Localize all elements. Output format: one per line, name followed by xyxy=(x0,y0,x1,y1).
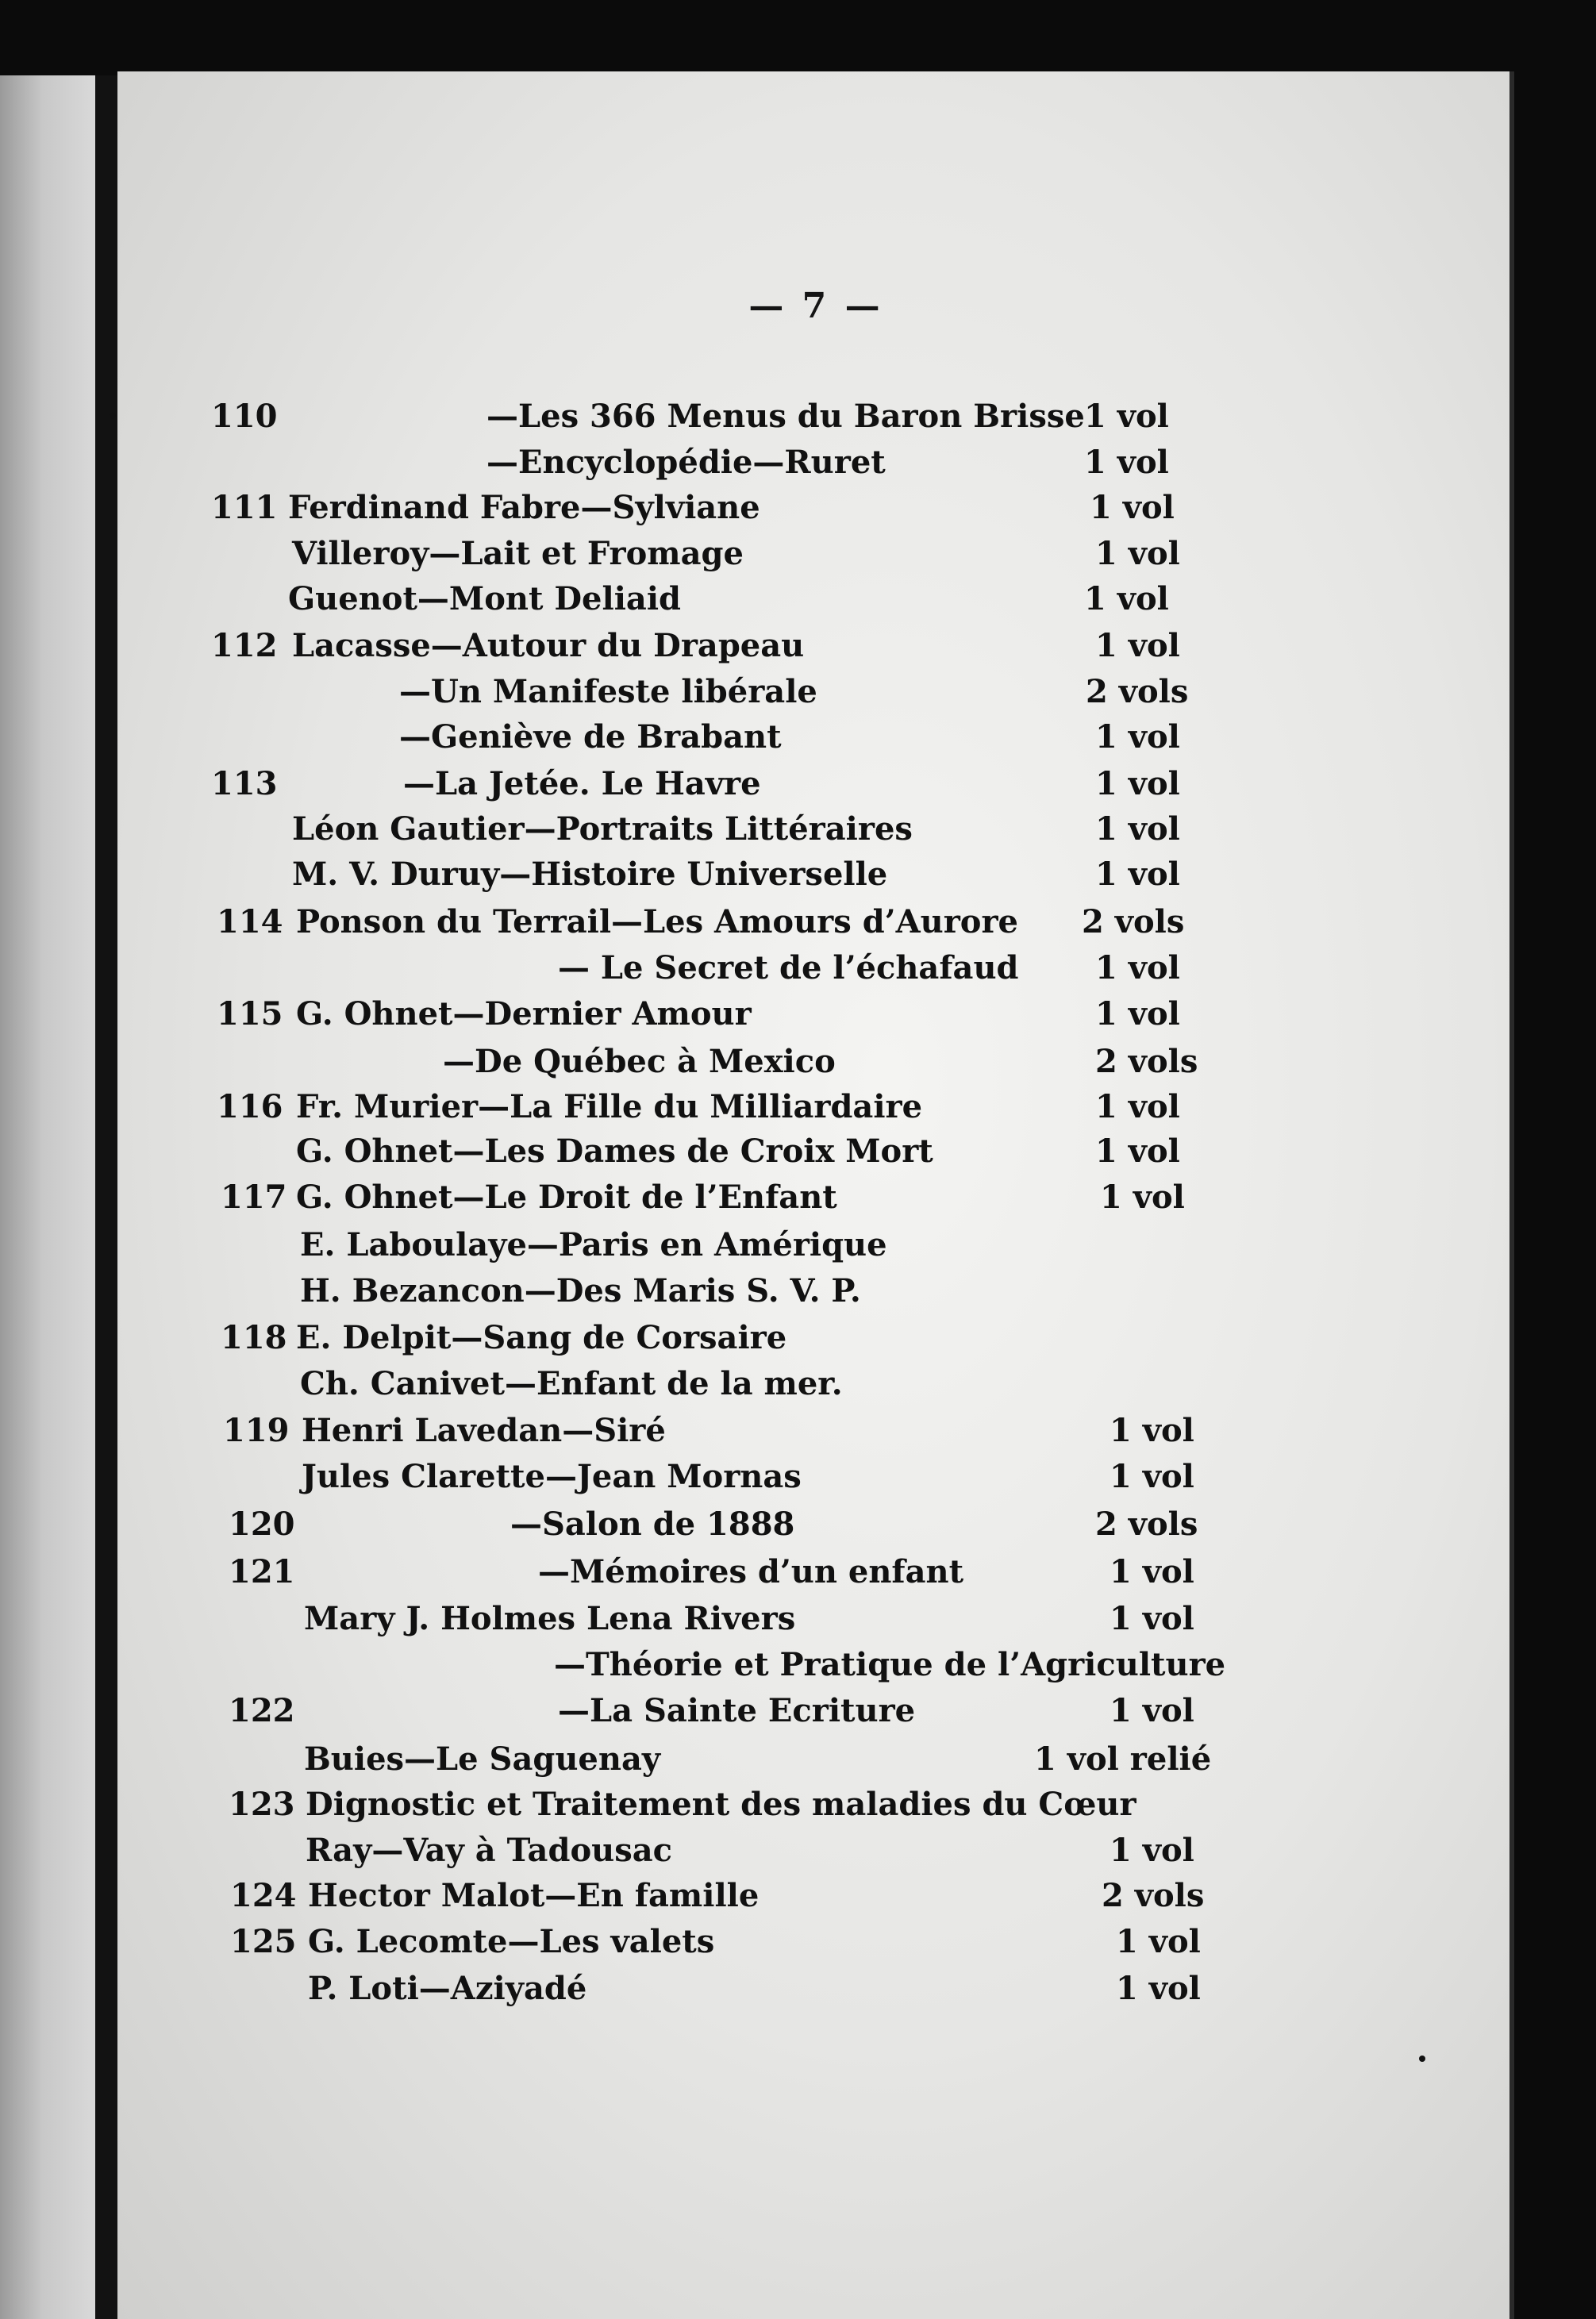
list-item xyxy=(117,393,1467,440)
list-item xyxy=(117,484,1467,532)
entry-volumes: 1 vol xyxy=(1095,856,1180,893)
entry-title: Mary J. Holmes Lena Rivers xyxy=(304,1600,796,1637)
entry-number: 116 xyxy=(217,1088,283,1125)
entry-volumes: 1 vol relié xyxy=(1034,1740,1212,1778)
entry-title: Ray—Vay à Tadousac xyxy=(306,1832,672,1869)
entry-volumes: 2 vols xyxy=(1095,1043,1198,1080)
list-item xyxy=(117,760,1467,808)
list-item xyxy=(117,1314,1467,1362)
entry-title: —Un Manifeste libérale xyxy=(399,673,817,710)
entry-number: 114 xyxy=(217,903,283,940)
facing-page-edge xyxy=(0,75,95,2319)
entry-title: E. Laboulaye—Paris en Amérique xyxy=(300,1226,887,1263)
entry-number: 121 xyxy=(229,1553,295,1590)
list-item xyxy=(117,713,1467,761)
entry-volumes: 1 vol xyxy=(1084,444,1169,481)
catalogue-entries xyxy=(117,71,1514,2319)
list-item xyxy=(117,1781,1467,1829)
list-item xyxy=(117,1267,1467,1315)
list-item xyxy=(117,668,1467,716)
entry-volumes: 1 vol xyxy=(1095,765,1180,802)
list-item xyxy=(117,1641,1467,1689)
entry-volumes: 1 vol xyxy=(1110,1412,1194,1449)
entry-volumes: 2 vols xyxy=(1086,673,1189,710)
entry-title: P. Loti—Aziyadé xyxy=(308,1970,587,2007)
entry-title: G. Ohnet—Dernier Amour xyxy=(296,995,752,1033)
entry-number: 117 xyxy=(221,1179,287,1216)
entry-title: G. Ohnet—Les Dames de Croix Mort xyxy=(296,1133,933,1170)
entry-volumes: 1 vol xyxy=(1110,1553,1194,1590)
list-item xyxy=(117,1965,1467,2013)
entry-volumes: 1 vol xyxy=(1084,398,1169,435)
list-item xyxy=(117,1501,1467,1548)
page-number: — 7 — xyxy=(748,286,883,326)
entry-number: 120 xyxy=(229,1506,295,1543)
list-item xyxy=(117,530,1467,578)
entry-title: Buies—Le Saguenay xyxy=(304,1740,661,1778)
list-item xyxy=(117,1872,1467,1920)
list-item xyxy=(117,1407,1467,1455)
entry-volumes: 1 vol xyxy=(1110,1692,1194,1729)
entry-number: 115 xyxy=(217,995,283,1033)
entry-volumes: 1 vol xyxy=(1116,1970,1201,2007)
entry-volumes: 1 vol xyxy=(1095,810,1180,848)
entry-title: Léon Gautier—Portraits Littéraires xyxy=(292,810,913,848)
list-item xyxy=(117,1453,1467,1501)
list-item xyxy=(117,1128,1467,1175)
entry-title: Hector Malot—En famille xyxy=(308,1877,760,1914)
entry-volumes: 2 vols xyxy=(1095,1506,1198,1543)
entry-title: —Mémoires d’un enfant xyxy=(538,1553,964,1590)
ink-speck xyxy=(1419,2056,1425,2062)
entry-volumes: 1 vol xyxy=(1110,1832,1194,1869)
entry-volumes: 1 vol xyxy=(1095,718,1180,756)
entry-title: —Encyclopédie—Ruret xyxy=(486,444,886,481)
entry-volumes: 2 vols xyxy=(1082,903,1185,940)
list-item xyxy=(117,622,1467,670)
entry-title: — Le Secret de l’échafaud xyxy=(558,949,1019,986)
list-item xyxy=(117,990,1467,1038)
list-item xyxy=(117,1595,1467,1643)
entry-number: 118 xyxy=(221,1319,287,1356)
entry-volumes: 1 vol xyxy=(1090,489,1175,526)
entry-title: M. V. Duruy—Histoire Universelle xyxy=(292,856,888,893)
entry-title: —Théorie et Pratique de l’Agriculture xyxy=(554,1646,1226,1683)
entry-number: 119 xyxy=(223,1412,290,1449)
entry-title: Ch. Canivet—Enfant de la mer. xyxy=(300,1365,843,1402)
list-item xyxy=(117,1736,1467,1783)
entry-number: 122 xyxy=(229,1692,295,1729)
entry-title: Henri Lavedan—Siré xyxy=(302,1412,666,1449)
list-item xyxy=(117,439,1467,486)
entry-title: —La Sainte Ecriture xyxy=(558,1692,916,1729)
entry-volumes: 1 vol xyxy=(1084,580,1169,617)
ink-speck xyxy=(110,413,116,419)
catalogue-page xyxy=(117,71,1514,2319)
entry-title: Villeroy—Lait et Fromage xyxy=(292,535,744,572)
list-item xyxy=(117,1548,1467,1596)
entry-number: 123 xyxy=(229,1786,295,1823)
list-item xyxy=(117,1687,1467,1735)
entry-number: 113 xyxy=(211,765,278,802)
entry-title: Guenot—Mont Deliaid xyxy=(288,580,681,617)
list-item xyxy=(117,1083,1467,1131)
entry-volumes: 1 vol xyxy=(1110,1600,1194,1637)
entry-title: —La Jetée. Le Havre xyxy=(403,765,761,802)
entry-number: 111 xyxy=(211,489,278,526)
list-item xyxy=(117,1827,1467,1875)
entry-title: —Les 366 Menus du Baron Brisse xyxy=(486,398,1085,435)
list-item xyxy=(117,1038,1467,1086)
entry-volumes: 1 vol xyxy=(1095,1088,1180,1125)
list-item xyxy=(117,1221,1467,1269)
entry-volumes: 1 vol xyxy=(1095,1133,1180,1170)
list-item xyxy=(117,1918,1467,1966)
list-item xyxy=(117,851,1467,898)
entry-volumes: 1 vol xyxy=(1095,949,1180,986)
entry-title: Jules Clarette—Jean Mornas xyxy=(302,1458,802,1495)
entry-title: H. Bezancon—Des Maris S. V. P. xyxy=(300,1272,861,1309)
entry-title: —De Québec à Mexico xyxy=(443,1043,836,1080)
entry-title: G. Ohnet—Le Droit de l’Enfant xyxy=(296,1179,837,1216)
entry-title: —Geniève de Brabant xyxy=(399,718,782,756)
entry-volumes: 1 vol xyxy=(1095,995,1180,1033)
entry-volumes: 1 vol xyxy=(1110,1458,1194,1495)
entry-title: Fr. Murier—La Fille du Milliardaire xyxy=(296,1088,923,1125)
entry-title: G. Lecomte—Les valets xyxy=(308,1923,715,1960)
list-item xyxy=(117,1174,1467,1221)
entry-title: Lacasse—Autour du Drapeau xyxy=(292,627,805,664)
entry-title: E. Delpit—Sang de Corsaire xyxy=(296,1319,787,1356)
entry-title: Ferdinand Fabre—Sylviane xyxy=(288,489,760,526)
entry-volumes: 1 vol xyxy=(1100,1179,1185,1216)
entry-volumes: 1 vol xyxy=(1095,535,1180,572)
entry-volumes: 2 vols xyxy=(1102,1877,1205,1914)
entry-number: 112 xyxy=(211,627,278,664)
list-item xyxy=(117,806,1467,853)
entry-title: Ponson du Terrail—Les Amours d’Aurore xyxy=(296,903,1018,940)
entry-number: 110 xyxy=(211,398,278,435)
list-item xyxy=(117,898,1467,946)
entry-volumes: 1 vol xyxy=(1116,1923,1201,1960)
entry-number: 124 xyxy=(230,1877,297,1914)
list-item xyxy=(117,1360,1467,1408)
entry-title: —Salon de 1888 xyxy=(510,1506,795,1543)
entry-volumes: 1 vol xyxy=(1095,627,1180,664)
list-item xyxy=(117,575,1467,623)
book-gutter xyxy=(95,75,117,2319)
entry-title: Dignostic et Traitement des maladies du Cœur xyxy=(306,1786,1136,1823)
entry-number: 125 xyxy=(230,1923,297,1960)
list-item xyxy=(117,944,1467,992)
